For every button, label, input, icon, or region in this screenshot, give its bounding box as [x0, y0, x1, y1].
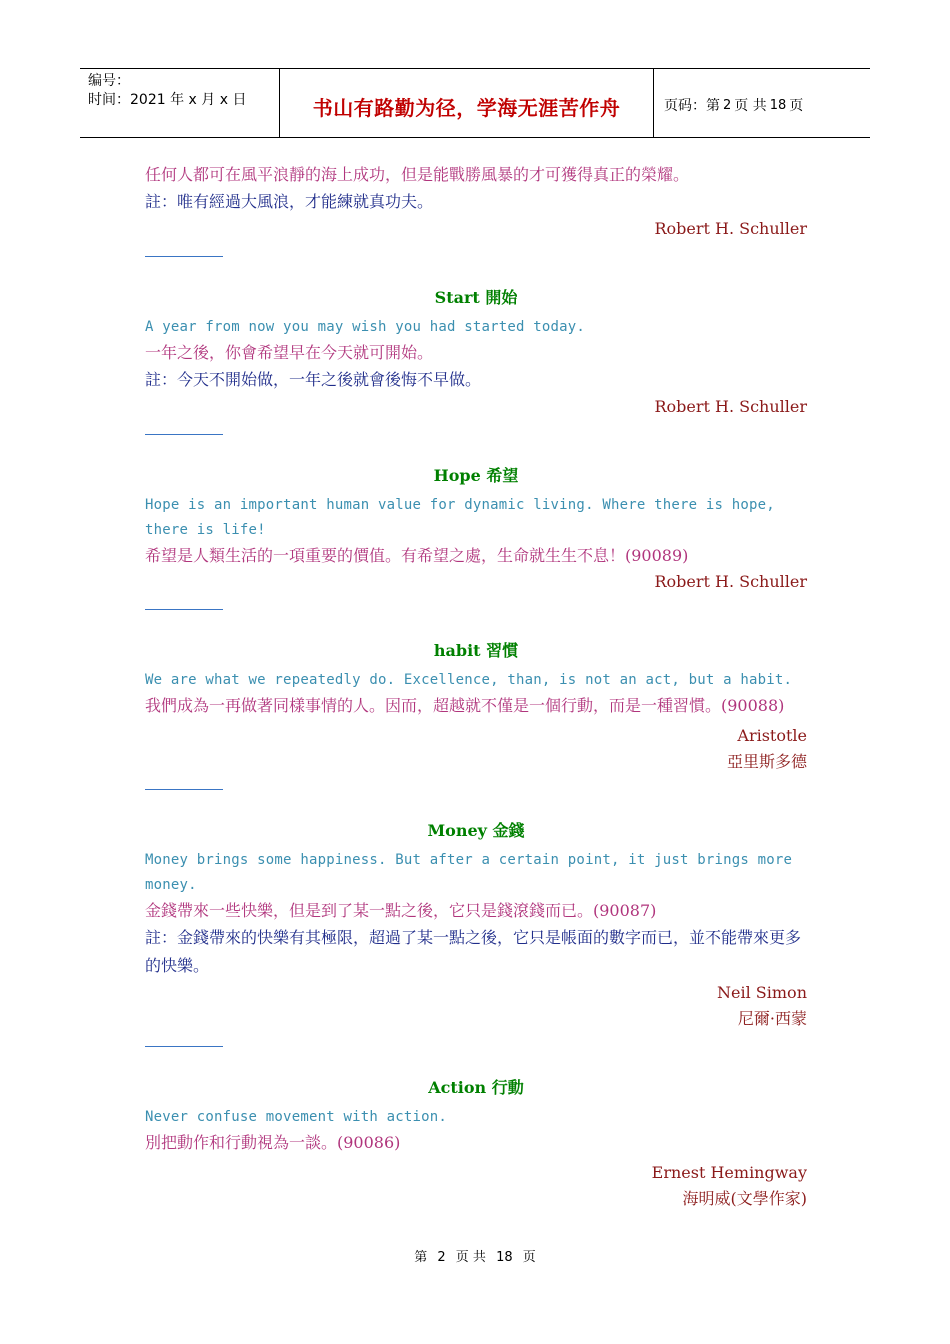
quote-title: Hope 希望	[433, 466, 519, 485]
footer-suffix: 页	[522, 1250, 536, 1265]
footer-mid: 页 共	[455, 1250, 486, 1265]
quote-entry	[145, 820, 807, 1047]
time-label: 时间：2021 年 x 月 x 日	[88, 92, 247, 108]
page-suffix: 页	[789, 98, 804, 114]
separator-rule	[145, 1046, 223, 1047]
page-header	[80, 68, 870, 138]
quote-author: Ernest Hemingway	[651, 1163, 807, 1182]
page-footer	[0, 1246, 950, 1265]
footer-prefix: 第	[414, 1250, 428, 1265]
quote-entry-top	[145, 162, 807, 257]
header-meta	[80, 69, 280, 137]
quote-author-chinese: 亞里斯多德	[726, 752, 807, 771]
separator-rule	[145, 789, 223, 790]
quote-author-chinese: 海明威(文學作家)	[682, 1189, 807, 1208]
separator-rule	[145, 256, 223, 257]
quote-chinese: 金錢帶來一些快樂，但是到了某一點之後，它只是錢滾錢而已。(90087)	[145, 901, 657, 920]
quote-author: Neil Simon	[717, 983, 807, 1002]
quote-author: Robert H. Schuller	[654, 219, 807, 238]
quote-english: We are what we repeatedly do. Excellence, than, is not an act, but a habit.	[145, 672, 793, 688]
quote-author: Aristotle	[737, 726, 807, 745]
footer-current: 2	[437, 1250, 446, 1265]
footer-total: 18	[496, 1250, 513, 1265]
quote-title: Money 金錢	[427, 821, 525, 840]
page-current: 2	[723, 97, 732, 113]
quote-list	[145, 162, 807, 1212]
quote-chinese: 一年之後，你會希望早在今天就可開始。	[145, 343, 434, 362]
quote-chinese: 希望是人類生活的一項重要的價值。有希望之處，生命就生生不息！(90089)	[145, 546, 689, 565]
quote-chinese: 我們成為一再做著同樣事情的人。因而，超越就不僅是一個行動，而是一種習慣。(90088)	[145, 696, 785, 715]
quote-chinese: 別把動作和行動視為一談。(90086)	[145, 1133, 401, 1152]
quote-title: Start 開始	[434, 288, 518, 307]
quote-english: A year from now you may wish you had started today.	[145, 319, 586, 335]
quote-author: Robert H. Schuller	[654, 397, 807, 416]
header-page-number	[654, 69, 870, 137]
quote-entry	[145, 287, 807, 435]
quote-note: 註：今天不開始做，一年之後就會後悔不早做。	[145, 370, 482, 389]
quote-author-chinese: 尼爾·西蒙	[737, 1009, 807, 1028]
number-label: 编号：	[88, 73, 130, 89]
quote-english: Hope is an important human value for dynamic living. Where there is hope, there is life!	[145, 497, 775, 538]
quote-english: Never confuse movement with action.	[145, 1109, 448, 1125]
quote-note: 註：金錢帶來的快樂有其極限，超過了某一點之後，它只是帳面的數字而已，並不能帶來更多的快樂。	[145, 928, 802, 975]
page-prefix: 页码：第	[664, 98, 720, 114]
quote-author: Robert H. Schuller	[654, 572, 807, 591]
quote-entry	[145, 1077, 807, 1212]
header-motto: 书山有路勤为径，学海无涯苦作舟	[280, 69, 654, 137]
separator-rule	[145, 609, 223, 610]
quote-chinese: 任何人都可在風平浪靜的海上成功，但是能戰勝風暴的才可獲得真正的榮耀。	[145, 165, 690, 184]
quote-english: Money brings some happiness. But after a certain point, it just brings more money.	[145, 852, 793, 893]
quote-title: Action 行動	[428, 1078, 524, 1097]
quote-entry	[145, 640, 807, 790]
quote-note: 註：唯有經過大風浪，才能練就真功夫。	[145, 192, 434, 211]
page-total: 18	[769, 97, 787, 113]
separator-rule	[145, 434, 223, 435]
quote-title: habit 習慣	[433, 641, 519, 660]
page-mid: 页 共	[734, 98, 767, 114]
quote-entry	[145, 465, 807, 610]
